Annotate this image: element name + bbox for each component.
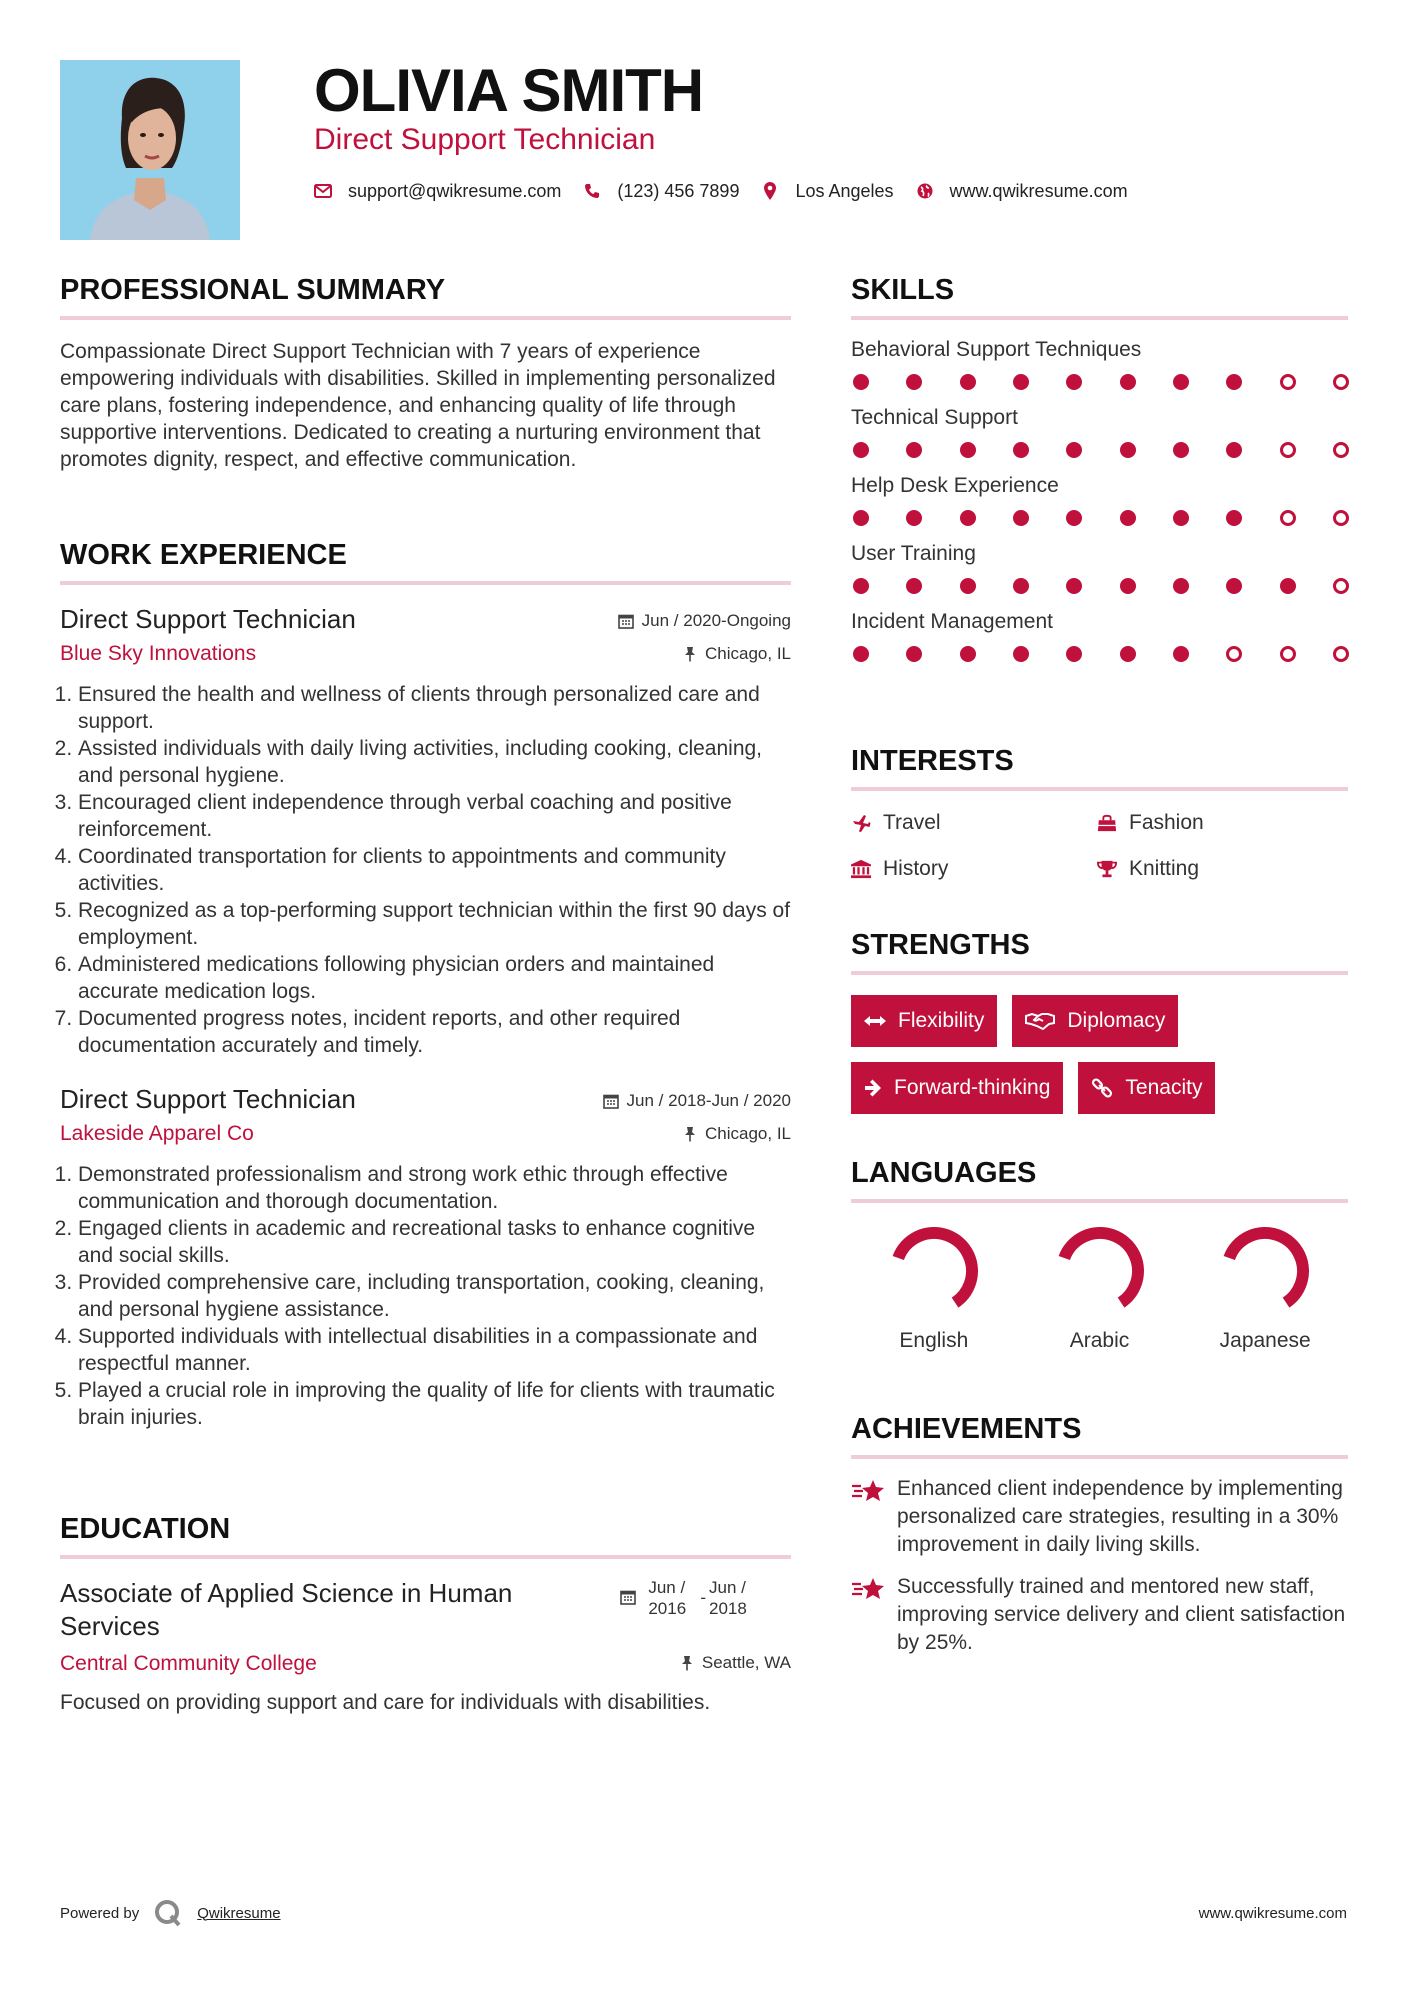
education-date-separator: - bbox=[700, 1588, 706, 1607]
skill-row bbox=[851, 608, 1348, 662]
rating-dot-filled bbox=[1066, 578, 1082, 594]
rating-dot-filled bbox=[853, 374, 869, 390]
rating-dot-filled bbox=[1173, 442, 1189, 458]
strength-chip-forward-thinking bbox=[851, 1062, 1063, 1114]
skill-rating bbox=[851, 510, 1349, 526]
job-duties bbox=[60, 681, 791, 1059]
strengths-heading: STRENGTHS bbox=[851, 927, 1348, 975]
skill-rating bbox=[851, 578, 1349, 594]
job-entry bbox=[60, 603, 791, 1059]
summary-section bbox=[60, 272, 791, 473]
rating-dot-empty bbox=[1333, 578, 1349, 594]
rating-dot-filled bbox=[1226, 374, 1242, 390]
experience-heading: WORK EXPERIENCE bbox=[60, 537, 791, 585]
rating-dot-filled bbox=[1280, 578, 1296, 594]
powered-by-label: Powered by bbox=[60, 1904, 140, 1922]
calendar-icon bbox=[620, 1589, 636, 1605]
strengths-section bbox=[851, 927, 1348, 1114]
job-location-text: Chicago, IL bbox=[705, 1124, 791, 1143]
contact-email-text: support@qwikresume.com bbox=[348, 180, 562, 201]
contact-location-text: Los Angeles bbox=[795, 180, 894, 201]
rating-dot-empty bbox=[1333, 374, 1349, 390]
list-item: 7. Documented progress notes, incident reports, and other required documentation accurately and timely. bbox=[78, 1005, 791, 1059]
language-ring bbox=[888, 1225, 980, 1317]
interests-section bbox=[851, 743, 1348, 885]
list-item: 6. Administered medications following physician orders and maintained accurate medication logs. bbox=[78, 951, 791, 1005]
strengths-list bbox=[851, 995, 1348, 1114]
skill-name: Help Desk Experience bbox=[851, 474, 1059, 497]
rating-dot-filled bbox=[1066, 646, 1082, 662]
language-proficiency-arc bbox=[1054, 1225, 1146, 1317]
rating-dot-empty bbox=[1280, 442, 1296, 458]
list-item: 2. Assisted individuals with daily living activities, including cooking, cleaning, and personal hygiene. bbox=[78, 735, 791, 789]
skill-rating bbox=[851, 374, 1349, 390]
calendar-icon bbox=[603, 1093, 619, 1109]
trophy-icon bbox=[1097, 859, 1117, 879]
interest-label: Travel bbox=[883, 811, 941, 834]
rating-dot-filled bbox=[1173, 374, 1189, 390]
list-item: 1. Ensured the health and wellness of clients through personalized care and support. bbox=[78, 681, 791, 735]
rating-dot-filled bbox=[1120, 646, 1136, 662]
rating-dot-filled bbox=[1120, 374, 1136, 390]
job-title: Direct Support Technician bbox=[60, 1084, 356, 1114]
shooting-star-icon bbox=[851, 1475, 885, 1559]
language-ring bbox=[1054, 1225, 1146, 1317]
education-section bbox=[60, 1511, 791, 1716]
phone-icon bbox=[583, 182, 601, 200]
language-item bbox=[851, 1225, 1017, 1353]
list-item: 4. Coordinated transportation for clients to appointments and community activities. bbox=[78, 843, 791, 897]
interest-item-knitting bbox=[1097, 853, 1343, 885]
list-item: 5. Played a crucial role in improving the quality of life for clients with traumatic brain injuries. bbox=[78, 1377, 791, 1431]
achievements-section bbox=[851, 1411, 1348, 1671]
skill-name: Behavioral Support Techniques bbox=[851, 338, 1142, 361]
strength-label: Forward-thinking bbox=[894, 1076, 1051, 1099]
rating-dot-filled bbox=[1120, 578, 1136, 594]
language-name: Arabic bbox=[1069, 1329, 1130, 1352]
rating-dot-filled bbox=[1173, 578, 1189, 594]
globe-icon bbox=[916, 182, 934, 200]
rating-dot-filled bbox=[906, 646, 922, 662]
pin-icon bbox=[680, 1655, 694, 1671]
pin-icon bbox=[683, 646, 697, 662]
strength-label: Diplomacy bbox=[1067, 1009, 1166, 1032]
rating-dot-filled bbox=[853, 646, 869, 662]
skill-row bbox=[851, 336, 1348, 390]
rating-dot-empty bbox=[1280, 510, 1296, 526]
list-item: 3. Provided comprehensive care, including transportation, cooking, cleaning, and personal hygiene assistance. bbox=[78, 1269, 791, 1323]
rating-dot-filled bbox=[853, 442, 869, 458]
contact-phone-text: (123) 456 7899 bbox=[617, 180, 740, 201]
rating-dot-filled bbox=[1173, 510, 1189, 526]
job-duties bbox=[60, 1161, 791, 1431]
skill-rating bbox=[851, 442, 1349, 458]
language-item bbox=[1017, 1225, 1183, 1353]
rating-dot-filled bbox=[1013, 374, 1029, 390]
strength-label: Tenacity bbox=[1125, 1076, 1203, 1099]
summary-heading: PROFESSIONAL SUMMARY bbox=[60, 272, 791, 320]
contact-bar bbox=[314, 176, 1150, 206]
rating-dot-filled bbox=[1120, 510, 1136, 526]
interest-item-travel bbox=[851, 807, 1097, 839]
job-location-text: Chicago, IL bbox=[705, 644, 791, 663]
skills-section bbox=[851, 272, 1348, 676]
language-ring bbox=[1219, 1225, 1311, 1317]
museum-icon bbox=[851, 859, 871, 879]
interests-grid bbox=[851, 807, 1348, 885]
rating-dot-filled bbox=[1066, 374, 1082, 390]
education-description: Focused on providing support and care for individuals with disabilities. bbox=[60, 1691, 711, 1714]
job-title: Direct Support Technician bbox=[60, 604, 356, 634]
footer-website[interactable]: www.qwikresume.com bbox=[1198, 1905, 1347, 1922]
candidate-name: OLIVIA SMITH bbox=[314, 57, 704, 124]
skills-list bbox=[851, 336, 1348, 662]
contact-location bbox=[761, 181, 893, 202]
strength-label: Flexibility bbox=[898, 1009, 985, 1032]
rating-dot-filled bbox=[1226, 442, 1242, 458]
rating-dot-filled bbox=[1066, 442, 1082, 458]
rating-dot-filled bbox=[960, 646, 976, 662]
candidate-title: Direct Support Technician bbox=[314, 123, 656, 156]
job-location bbox=[683, 644, 791, 664]
rating-dot-filled bbox=[853, 510, 869, 526]
footer-powered-by bbox=[60, 1898, 281, 1928]
experience-section bbox=[60, 537, 791, 1431]
job-date bbox=[603, 1091, 791, 1111]
languages-section bbox=[851, 1155, 1348, 1353]
skill-name: Incident Management bbox=[851, 610, 1053, 633]
education-heading: EDUCATION bbox=[60, 1511, 791, 1559]
handshake-icon bbox=[1025, 1012, 1055, 1030]
shopping-bag-icon bbox=[1097, 813, 1117, 833]
rating-dot-filled bbox=[906, 578, 922, 594]
calendar-icon bbox=[618, 613, 634, 629]
skill-row bbox=[851, 404, 1348, 458]
language-item bbox=[1182, 1225, 1348, 1353]
rating-dot-empty bbox=[1333, 646, 1349, 662]
job-entry bbox=[60, 1083, 791, 1431]
contact-email[interactable] bbox=[314, 181, 561, 202]
education-date-end: Jun / 2018 bbox=[709, 1578, 747, 1618]
achievements-heading: ACHIEVEMENTS bbox=[851, 1411, 1348, 1459]
interest-label: Fashion bbox=[1129, 811, 1204, 834]
rating-dot-filled bbox=[1013, 510, 1029, 526]
rating-dot-filled bbox=[1226, 578, 1242, 594]
job-location bbox=[683, 1124, 791, 1144]
strength-chip-diplomacy bbox=[1012, 995, 1178, 1047]
arrows-horizontal-icon bbox=[864, 1015, 886, 1027]
map-marker-icon bbox=[761, 182, 779, 200]
school-name: Central Community College bbox=[60, 1652, 317, 1675]
list-item: 4. Supported individuals with intellectual disabilities in a compassionate and respectful manner. bbox=[78, 1323, 791, 1377]
rating-dot-filled bbox=[1173, 646, 1189, 662]
list-item: 2. Engaged clients in academic and recreational tasks to enhance cognitive and social skills. bbox=[78, 1215, 791, 1269]
plane-icon bbox=[851, 813, 871, 833]
language-proficiency-arc bbox=[888, 1225, 980, 1317]
rating-dot-filled bbox=[960, 374, 976, 390]
language-name: English bbox=[899, 1329, 969, 1352]
skill-row bbox=[851, 472, 1348, 526]
envelope-icon bbox=[314, 182, 332, 200]
rating-dot-filled bbox=[1013, 646, 1029, 662]
skill-row bbox=[851, 540, 1348, 594]
rating-dot-filled bbox=[906, 374, 922, 390]
rating-dot-empty bbox=[1333, 510, 1349, 526]
qwikresume-logo-icon bbox=[153, 1898, 183, 1928]
brand-link[interactable]: Qwikresume bbox=[197, 1904, 281, 1922]
interest-item-history bbox=[851, 853, 1097, 885]
achievement-item bbox=[851, 1475, 1348, 1559]
interests-heading: INTERESTS bbox=[851, 743, 1348, 791]
list-item: 1. Demonstrated professionalism and strong work ethic through effective communication and thorough documentation. bbox=[78, 1161, 791, 1215]
language-name: Japanese bbox=[1219, 1329, 1311, 1352]
list-item: 3. Encouraged client independence through verbal coaching and positive reinforcement. bbox=[78, 789, 791, 843]
rating-dot-filled bbox=[1013, 578, 1029, 594]
rating-dot-filled bbox=[1226, 510, 1242, 526]
degree-title: Associate of Applied Science in Human Services bbox=[60, 1578, 513, 1641]
education-date bbox=[620, 1577, 761, 1619]
job-date-text: Jun / 2018-Jun / 2020 bbox=[626, 1091, 791, 1110]
rating-dot-empty bbox=[1333, 442, 1349, 458]
school-location-text: Seattle, WA bbox=[701, 1653, 791, 1672]
list-item: 5. Recognized as a top-performing support technician within the first 90 days of employment. bbox=[78, 897, 791, 951]
contact-phone[interactable] bbox=[583, 181, 739, 202]
summary-text: Compassionate Direct Support Technician with 7 years of experience empowering individuals with disabilities. Skilled in implementing personalized care plans, fostering independence, and enhancing quality of life through supportive interventions. Dedicated to creating a nurturing environment that promotes dignity, respect, and effective communication. bbox=[60, 340, 776, 471]
rating-dot-filled bbox=[1120, 442, 1136, 458]
education-entry bbox=[60, 1577, 791, 1716]
interest-label: History bbox=[883, 857, 949, 880]
pin-icon bbox=[683, 1126, 697, 1142]
rating-dot-empty bbox=[1280, 646, 1296, 662]
education-date-start: Jun / 2016 bbox=[648, 1578, 687, 1618]
link-icon bbox=[1091, 1077, 1113, 1099]
strength-chip-tenacity bbox=[1078, 1062, 1215, 1114]
interest-label: Knitting bbox=[1129, 857, 1200, 880]
achievements-list bbox=[851, 1475, 1348, 1657]
rating-dot-filled bbox=[853, 578, 869, 594]
contact-website-text: www.qwikresume.com bbox=[949, 180, 1128, 201]
rating-dot-filled bbox=[960, 510, 976, 526]
arrow-right-icon bbox=[864, 1079, 882, 1097]
skill-name: Technical Support bbox=[851, 406, 1018, 429]
languages-list bbox=[851, 1225, 1348, 1353]
contact-website[interactable] bbox=[916, 181, 1128, 202]
rating-dot-filled bbox=[1066, 510, 1082, 526]
job-company: Lakeside Apparel Co bbox=[60, 1122, 254, 1145]
rating-dot-filled bbox=[960, 442, 976, 458]
profile-photo bbox=[60, 60, 240, 240]
achievement-text: Successfully trained and mentored new staff, improving service delivery and client satisfaction by 25%. bbox=[897, 1575, 1346, 1654]
rating-dot-filled bbox=[1013, 442, 1029, 458]
rating-dot-empty bbox=[1280, 374, 1296, 390]
rating-dot-filled bbox=[960, 578, 976, 594]
languages-heading: LANGUAGES bbox=[851, 1155, 1348, 1203]
job-date-text: Jun / 2020-Ongoing bbox=[641, 611, 791, 630]
rating-dot-filled bbox=[906, 442, 922, 458]
achievement-text: Enhanced client independence by implementing personalized care strategies, resulting in a 30% improvement in daily living skills. bbox=[897, 1477, 1343, 1556]
achievement-item bbox=[851, 1573, 1348, 1657]
job-company: Blue Sky Innovations bbox=[60, 642, 257, 665]
interest-item-fashion bbox=[1097, 807, 1343, 839]
rating-dot-filled bbox=[906, 510, 922, 526]
school-location bbox=[680, 1653, 791, 1673]
strength-chip-flexibility bbox=[851, 995, 997, 1047]
language-proficiency-arc bbox=[1219, 1225, 1311, 1317]
skill-rating bbox=[851, 646, 1349, 662]
rating-dot-empty bbox=[1226, 646, 1242, 662]
skills-heading: SKILLS bbox=[851, 272, 1348, 320]
job-date bbox=[618, 611, 791, 631]
shooting-star-icon bbox=[851, 1573, 885, 1657]
skill-name: User Training bbox=[851, 542, 976, 565]
